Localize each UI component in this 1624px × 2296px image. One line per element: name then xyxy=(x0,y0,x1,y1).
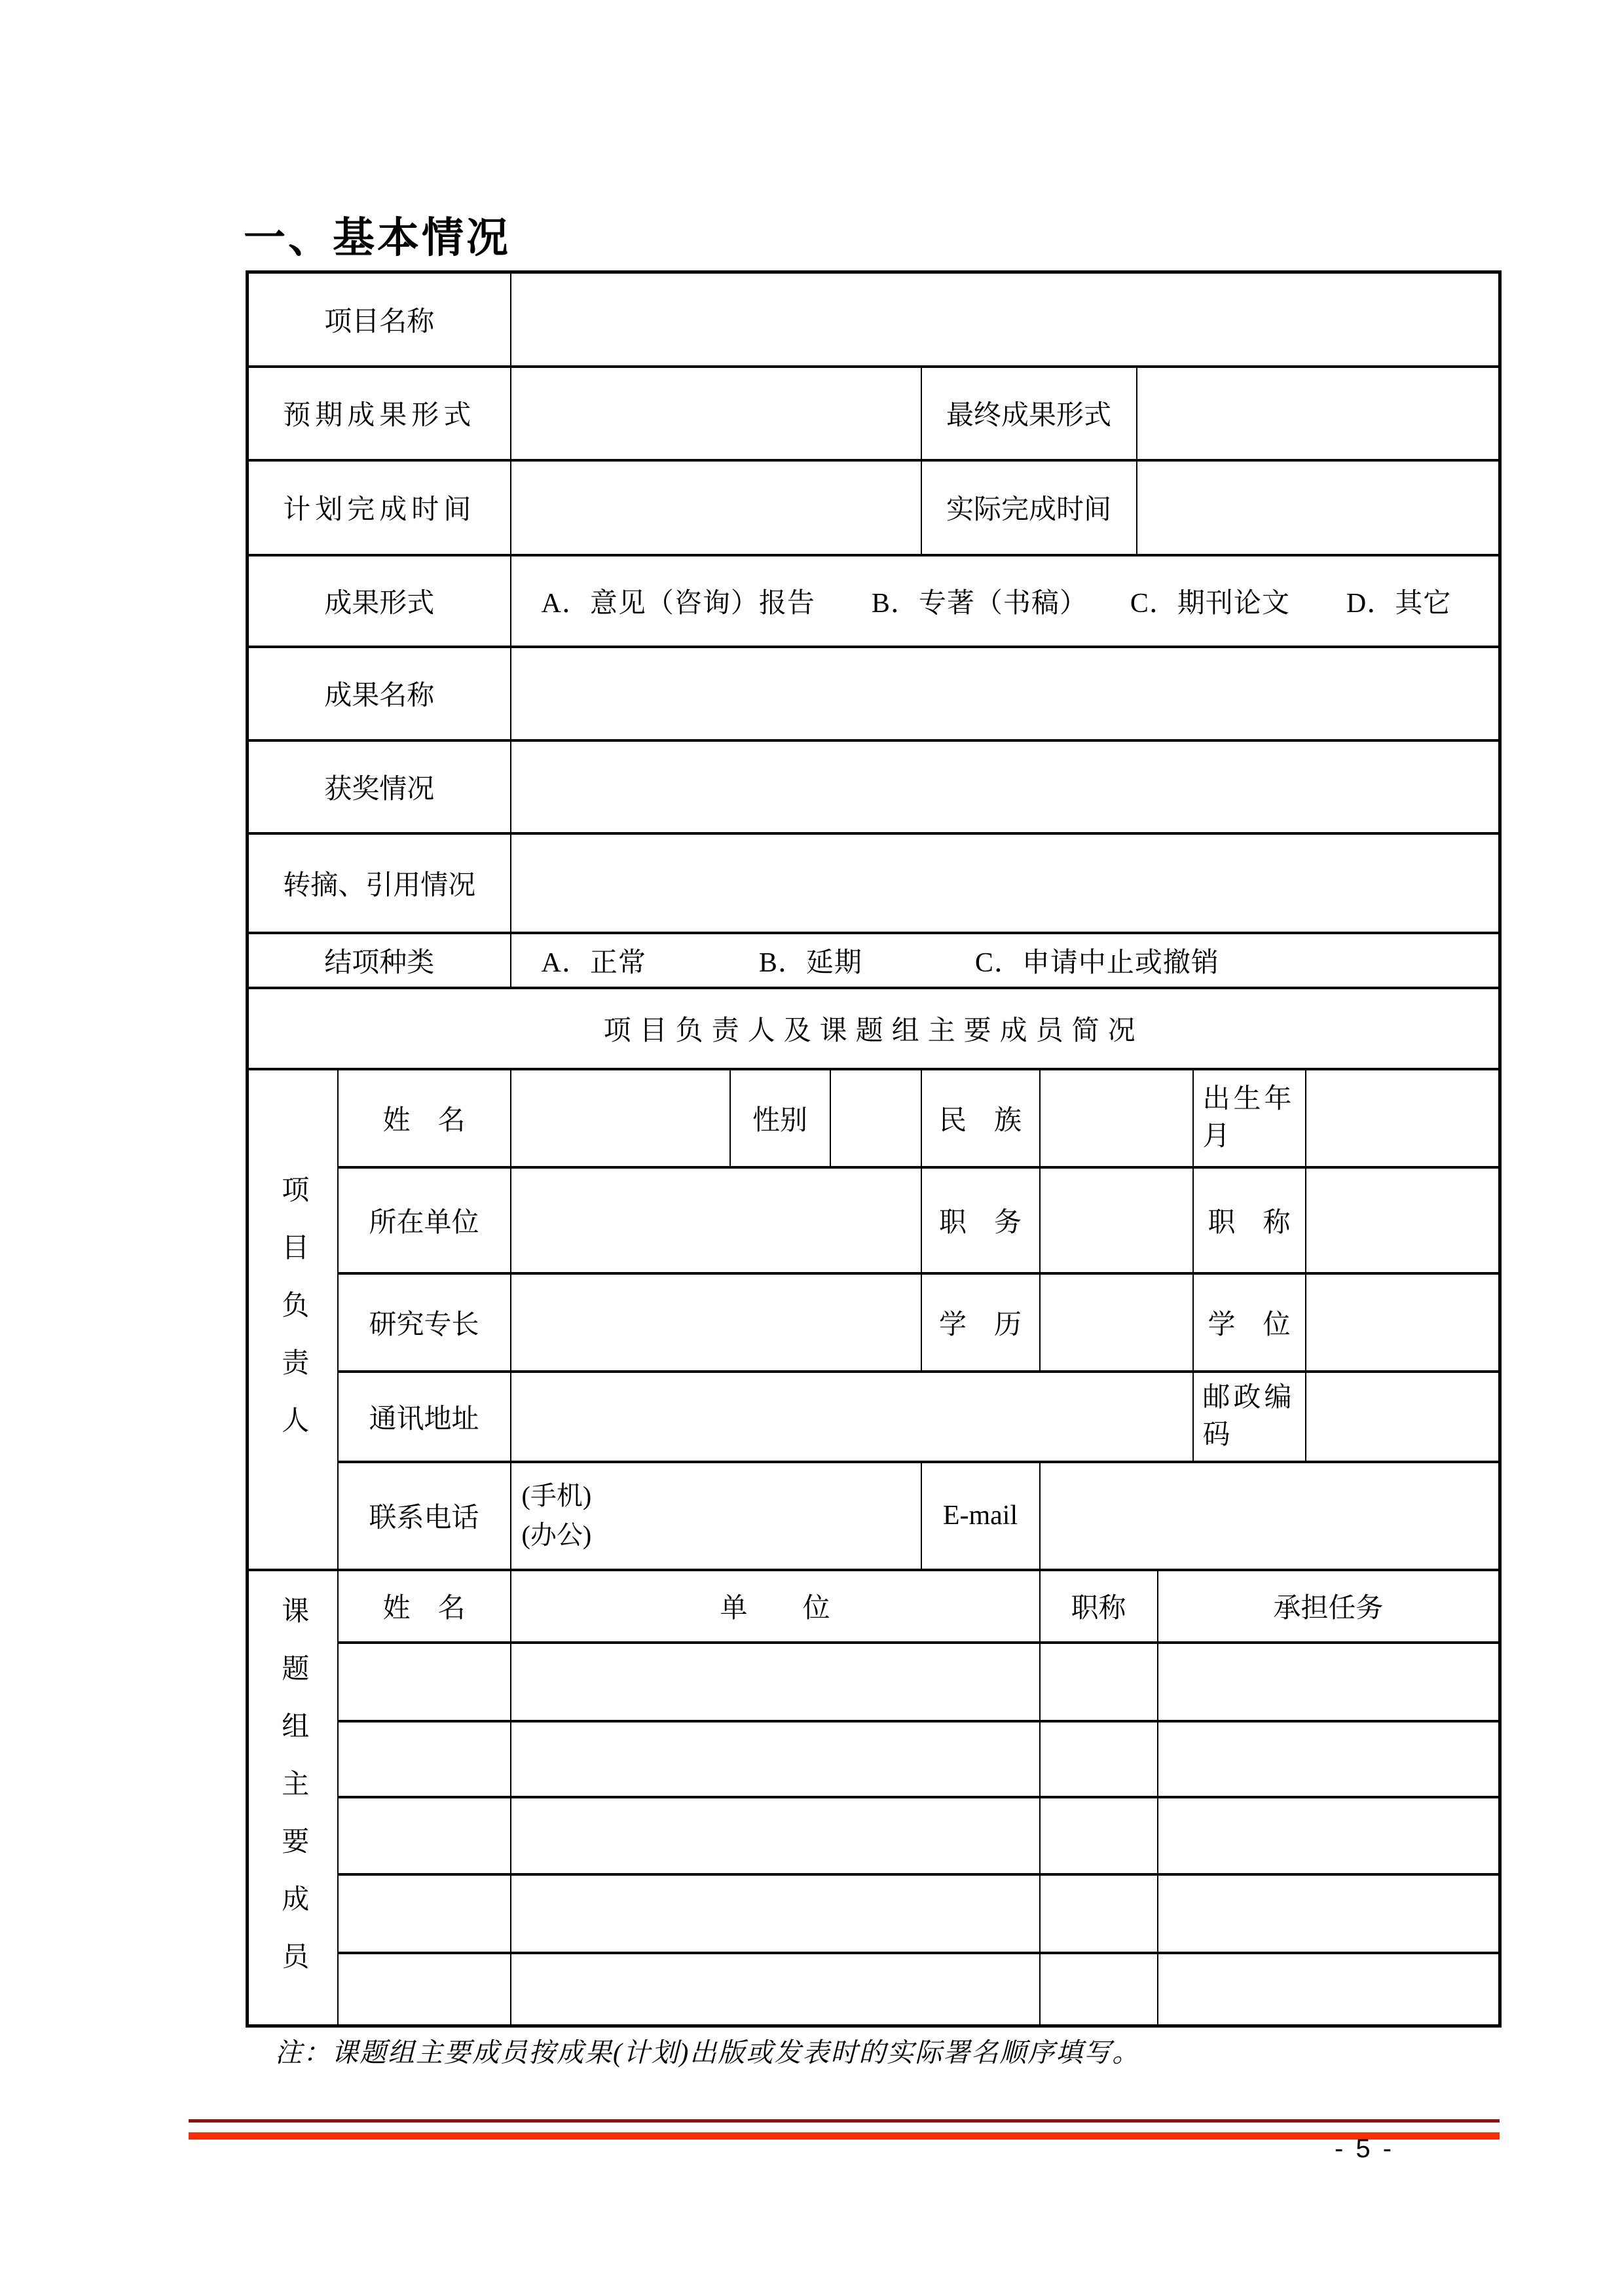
project-name-field[interactable] xyxy=(511,272,1500,367)
member-title-field[interactable] xyxy=(1040,1721,1158,1797)
leader-org-field[interactable] xyxy=(511,1167,921,1273)
leader-phone-field[interactable] xyxy=(511,1462,921,1570)
member-title-field[interactable] xyxy=(1040,1797,1158,1874)
leader-org-label: 所在单位 xyxy=(338,1167,511,1273)
member-title-field[interactable] xyxy=(1040,1874,1158,1953)
table-row xyxy=(248,1069,1500,1167)
table-row xyxy=(248,833,1500,933)
leader-ethnicity-field[interactable] xyxy=(1040,1069,1193,1167)
award-field[interactable] xyxy=(511,740,1500,833)
leader-specialty-label: 研究专长 xyxy=(338,1273,511,1372)
planned-time-label: 计划完成时间 xyxy=(248,460,511,555)
table-row xyxy=(248,647,1500,740)
team-member-row xyxy=(248,1797,1500,1874)
result-form-options[interactable]: A．意见（咨询）报告 B．专著（书稿） C．期刊论文 D．其它 xyxy=(511,555,1500,647)
leader-duty-field[interactable] xyxy=(1040,1167,1193,1273)
leader-postcode-field[interactable] xyxy=(1306,1372,1500,1462)
leader-postcode-label: 邮政编码 xyxy=(1193,1372,1306,1462)
member-title-field[interactable] xyxy=(1040,1953,1158,2026)
team-section-label: 课题组主要成员 xyxy=(248,1570,338,2026)
member-org-field[interactable] xyxy=(511,1953,1040,2026)
planned-time-field[interactable] xyxy=(511,460,921,555)
leader-gender-field[interactable] xyxy=(830,1069,921,1167)
team-org-col-header: 单 位 xyxy=(511,1570,1040,1643)
team-task-col-header: 承担任务 xyxy=(1158,1570,1500,1643)
final-result-label: 最终成果形式 xyxy=(921,367,1137,460)
member-name-field[interactable] xyxy=(338,1797,511,1874)
table-row xyxy=(248,740,1500,833)
result-name-label: 成果名称 xyxy=(248,647,511,740)
member-org-field[interactable] xyxy=(511,1643,1040,1721)
member-name-field[interactable] xyxy=(338,1643,511,1721)
final-result-field[interactable] xyxy=(1137,367,1500,460)
footer-rule-dark xyxy=(189,2119,1500,2123)
table-row xyxy=(248,933,1500,988)
member-name-field[interactable] xyxy=(338,1874,511,1953)
team-name-col-header: 姓 名 xyxy=(338,1570,511,1643)
member-org-field[interactable] xyxy=(511,1874,1040,1953)
leader-phone-label: 联系电话 xyxy=(338,1462,511,1570)
leader-address-field[interactable] xyxy=(511,1372,1193,1462)
leader-education-label: 学 历 xyxy=(921,1273,1040,1372)
expected-result-field[interactable] xyxy=(511,367,921,460)
leader-education-field[interactable] xyxy=(1040,1273,1193,1372)
completion-type-label: 结项种类 xyxy=(248,933,511,988)
completion-type-options[interactable]: A．正常 B．延期 C．申请中止或撤销 xyxy=(511,933,1500,988)
leader-specialty-field[interactable] xyxy=(511,1273,921,1372)
team-member-row xyxy=(248,1643,1500,1721)
member-name-field[interactable] xyxy=(338,1721,511,1797)
member-task-field[interactable] xyxy=(1158,1643,1500,1721)
members-section-header: 项目负责人及课题组主要成员简况 xyxy=(248,988,1500,1069)
leader-name-label: 姓 名 xyxy=(338,1069,511,1167)
leader-name-field[interactable] xyxy=(511,1069,730,1167)
citation-field[interactable] xyxy=(511,833,1500,933)
member-task-field[interactable] xyxy=(1158,1874,1500,1953)
leader-title-label: 职 称 xyxy=(1193,1167,1306,1273)
team-member-row xyxy=(248,1874,1500,1953)
table-row xyxy=(248,555,1500,647)
project-name-label: 项目名称 xyxy=(248,272,511,367)
leader-degree-label: 学 位 xyxy=(1193,1273,1306,1372)
actual-time-label: 实际完成时间 xyxy=(921,460,1137,555)
actual-time-field[interactable] xyxy=(1137,460,1500,555)
team-member-row xyxy=(248,1953,1500,2026)
table-row xyxy=(248,460,1500,555)
leader-gender-label: 性别 xyxy=(730,1069,830,1167)
table-row xyxy=(248,1273,1500,1372)
leader-birth-field[interactable] xyxy=(1306,1069,1500,1167)
basic-info-table xyxy=(246,270,1502,2028)
member-task-field[interactable] xyxy=(1158,1721,1500,1797)
table-row xyxy=(248,1570,1500,1643)
member-title-field[interactable] xyxy=(1040,1643,1158,1721)
result-name-field[interactable] xyxy=(511,647,1500,740)
table-row xyxy=(248,272,1500,367)
leader-duty-label: 职 务 xyxy=(921,1167,1040,1273)
expected-result-label: 预期成果形式 xyxy=(248,367,511,460)
table-row xyxy=(248,367,1500,460)
page-title: 一、基本情况 xyxy=(244,214,511,261)
leader-email-label: E-mail xyxy=(921,1462,1040,1570)
leader-degree-field[interactable] xyxy=(1306,1273,1500,1372)
team-member-row xyxy=(248,1721,1500,1797)
citation-label: 转摘、引用情况 xyxy=(248,833,511,933)
leader-address-label: 通讯地址 xyxy=(338,1372,511,1462)
member-task-field[interactable] xyxy=(1158,1953,1500,2026)
leader-birth-label: 出生年月 xyxy=(1193,1069,1306,1167)
member-org-field[interactable] xyxy=(511,1797,1040,1874)
member-name-field[interactable] xyxy=(338,1953,511,2026)
leader-ethnicity-label: 民 族 xyxy=(921,1069,1040,1167)
phone-mobile-label: (手机) xyxy=(521,1481,592,1510)
table-row xyxy=(248,988,1500,1069)
footnote: 注：课题组主要成员按成果(计划)出版或发表时的实际署名顺序填写。 xyxy=(275,2037,1141,2068)
leader-title-field[interactable] xyxy=(1306,1167,1500,1273)
award-label: 获奖情况 xyxy=(248,740,511,833)
leader-email-field[interactable] xyxy=(1040,1462,1500,1570)
member-task-field[interactable] xyxy=(1158,1797,1500,1874)
table-row xyxy=(248,1372,1500,1462)
table-row xyxy=(248,1462,1500,1570)
team-title-col-header: 职称 xyxy=(1040,1570,1158,1643)
leader-section-label: 项目负责人 xyxy=(248,1069,338,1570)
result-form-label: 成果形式 xyxy=(248,555,511,647)
table-row xyxy=(248,1167,1500,1273)
member-org-field[interactable] xyxy=(511,1721,1040,1797)
page-number: - 5 - xyxy=(1335,2134,1395,2163)
phone-office-label: (办公) xyxy=(521,1520,592,1550)
footer-rule-bright xyxy=(189,2132,1500,2140)
